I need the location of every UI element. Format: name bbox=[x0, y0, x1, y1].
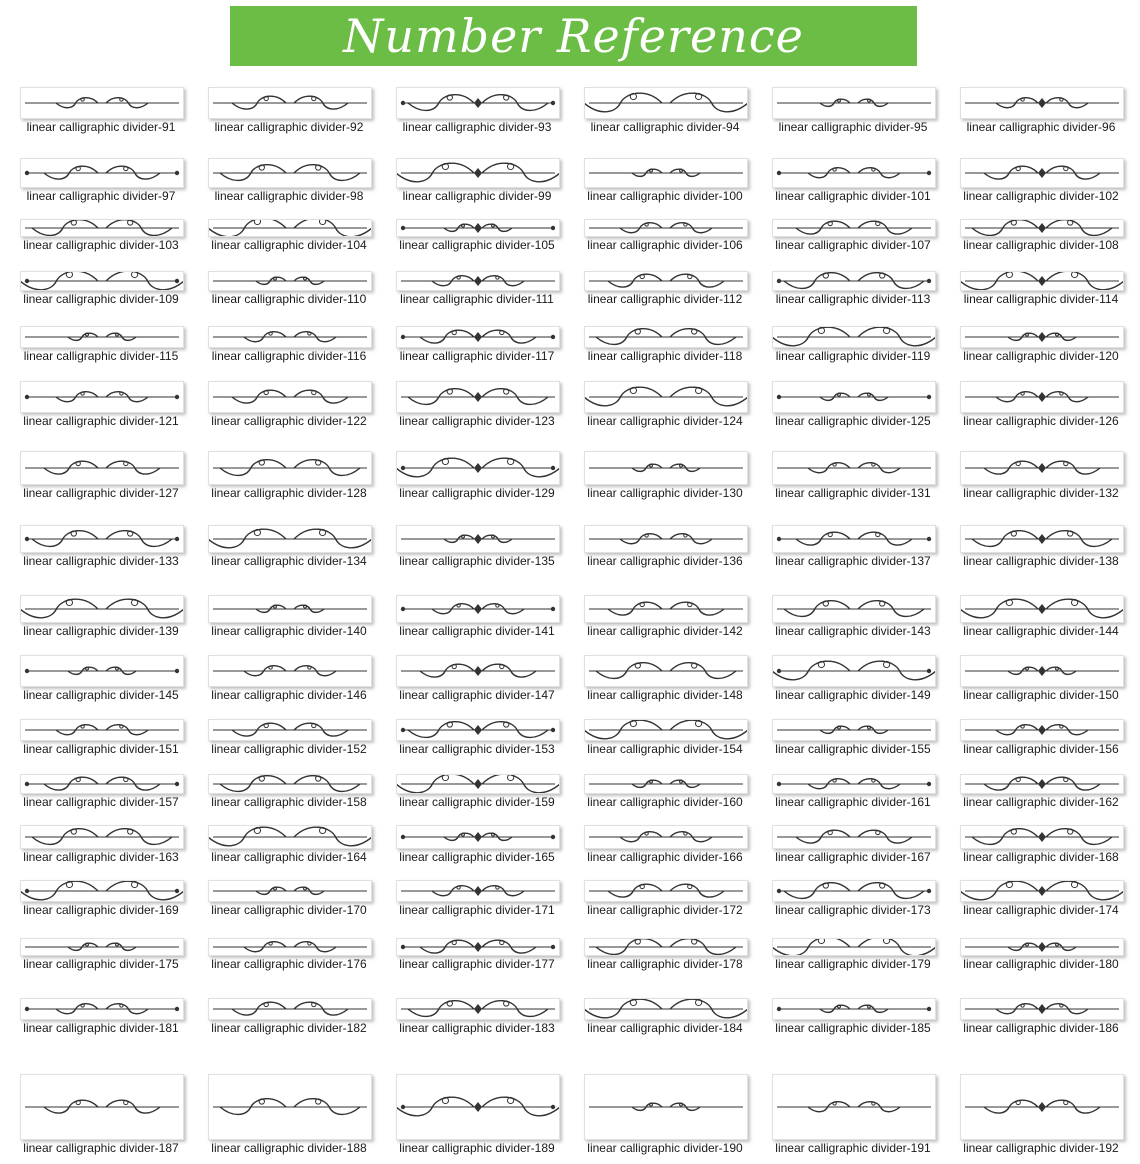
divider-ornament-image bbox=[20, 158, 184, 188]
divider-label: linear calligraphic divider-117 bbox=[399, 349, 555, 363]
divider-label: linear calligraphic divider-109 bbox=[23, 292, 179, 306]
divider-label: linear calligraphic divider-189 bbox=[399, 1141, 555, 1155]
divider-label: linear calligraphic divider-93 bbox=[402, 120, 552, 134]
divider-ornament-image bbox=[772, 87, 936, 119]
divider-ornament-image bbox=[584, 719, 748, 741]
divider-label: linear calligraphic divider-159 bbox=[399, 795, 555, 809]
divider-label: linear calligraphic divider-185 bbox=[775, 1021, 931, 1035]
divider-ornament-image bbox=[208, 825, 372, 849]
divider-label: linear calligraphic divider-175 bbox=[23, 957, 179, 971]
divider-label: linear calligraphic divider-94 bbox=[590, 120, 740, 134]
divider-ornament-image bbox=[960, 595, 1124, 623]
divider-ornament-image bbox=[584, 1074, 748, 1140]
divider-label: linear calligraphic divider-182 bbox=[211, 1021, 367, 1035]
divider-ornament-image bbox=[396, 825, 560, 849]
divider-label: linear calligraphic divider-187 bbox=[23, 1141, 179, 1155]
divider-ornament-image bbox=[396, 158, 560, 188]
divider-label: linear calligraphic divider-139 bbox=[23, 624, 179, 638]
divider-ornament-image bbox=[20, 825, 184, 849]
divider-ornament-image bbox=[396, 719, 560, 741]
divider-label: linear calligraphic divider-107 bbox=[775, 238, 931, 252]
divider-ornament-image bbox=[208, 774, 372, 794]
divider-ornament-image bbox=[396, 880, 560, 902]
divider-label: linear calligraphic divider-158 bbox=[211, 795, 367, 809]
divider-ornament-image bbox=[772, 326, 936, 348]
divider-ornament-image bbox=[772, 219, 936, 237]
divider-ornament-image bbox=[584, 381, 748, 413]
divider-label: linear calligraphic divider-124 bbox=[587, 414, 743, 428]
divider-label: linear calligraphic divider-129 bbox=[399, 486, 555, 500]
divider-ornament-image bbox=[20, 87, 184, 119]
divider-ornament-image bbox=[20, 451, 184, 485]
divider-label: linear calligraphic divider-147 bbox=[399, 688, 555, 702]
divider-label: linear calligraphic divider-137 bbox=[775, 554, 931, 568]
divider-label: linear calligraphic divider-148 bbox=[587, 688, 743, 702]
divider-label: linear calligraphic divider-122 bbox=[211, 414, 367, 428]
divider-ornament-image bbox=[20, 938, 184, 956]
divider-label: linear calligraphic divider-191 bbox=[775, 1141, 931, 1155]
divider-ornament-image bbox=[208, 938, 372, 956]
divider-ornament-image bbox=[772, 381, 936, 413]
divider-ornament-image bbox=[396, 381, 560, 413]
divider-label: linear calligraphic divider-92 bbox=[214, 120, 364, 134]
divider-ornament-image bbox=[20, 880, 184, 902]
divider-ornament-image bbox=[772, 595, 936, 623]
divider-ornament-image bbox=[960, 158, 1124, 188]
divider-label: linear calligraphic divider-133 bbox=[23, 554, 179, 568]
divider-ornament-image bbox=[208, 655, 372, 687]
divider-label: linear calligraphic divider-115 bbox=[23, 349, 179, 363]
divider-ornament-image bbox=[208, 998, 372, 1020]
divider-ornament-image bbox=[960, 719, 1124, 741]
divider-label: linear calligraphic divider-120 bbox=[963, 349, 1119, 363]
page-title: Number Reference bbox=[343, 9, 804, 63]
divider-label: linear calligraphic divider-95 bbox=[778, 120, 928, 134]
divider-label: linear calligraphic divider-136 bbox=[587, 554, 743, 568]
divider-label: linear calligraphic divider-113 bbox=[775, 292, 931, 306]
divider-label: linear calligraphic divider-169 bbox=[23, 903, 179, 917]
divider-label: linear calligraphic divider-161 bbox=[775, 795, 931, 809]
divider-ornament-image bbox=[584, 880, 748, 902]
divider-label: linear calligraphic divider-172 bbox=[587, 903, 743, 917]
divider-ornament-image bbox=[20, 719, 184, 741]
divider-label: linear calligraphic divider-119 bbox=[775, 349, 931, 363]
divider-ornament-image bbox=[584, 271, 748, 291]
divider-label: linear calligraphic divider-108 bbox=[963, 238, 1119, 252]
divider-ornament-image bbox=[208, 719, 372, 741]
divider-ornament-image bbox=[396, 87, 560, 119]
divider-ornament-image bbox=[20, 219, 184, 237]
divider-ornament-image bbox=[208, 326, 372, 348]
divider-label: linear calligraphic divider-151 bbox=[23, 742, 179, 756]
divider-label: linear calligraphic divider-144 bbox=[963, 624, 1119, 638]
divider-label: linear calligraphic divider-152 bbox=[211, 742, 367, 756]
divider-label: linear calligraphic divider-154 bbox=[587, 742, 743, 756]
divider-ornament-image bbox=[584, 938, 748, 956]
divider-ornament-image bbox=[208, 1074, 372, 1140]
divider-ornament-image bbox=[772, 719, 936, 741]
divider-ornament-image bbox=[208, 87, 372, 119]
divider-label: linear calligraphic divider-163 bbox=[23, 850, 179, 864]
divider-ornament-image bbox=[396, 271, 560, 291]
divider-ornament-image bbox=[960, 381, 1124, 413]
divider-label: linear calligraphic divider-111 bbox=[400, 292, 554, 306]
divider-label: linear calligraphic divider-166 bbox=[587, 850, 743, 864]
divider-label: linear calligraphic divider-140 bbox=[211, 624, 367, 638]
divider-label: linear calligraphic divider-176 bbox=[211, 957, 367, 971]
divider-ornament-image bbox=[960, 774, 1124, 794]
divider-label: linear calligraphic divider-167 bbox=[775, 850, 931, 864]
divider-ornament-image bbox=[584, 825, 748, 849]
divider-label: linear calligraphic divider-97 bbox=[26, 189, 176, 203]
divider-label: linear calligraphic divider-127 bbox=[23, 486, 179, 500]
divider-ornament-image bbox=[396, 525, 560, 553]
divider-ornament-image bbox=[208, 271, 372, 291]
divider-ornament-image bbox=[396, 451, 560, 485]
divider-label: linear calligraphic divider-126 bbox=[963, 414, 1119, 428]
divider-ornament-image bbox=[20, 655, 184, 687]
divider-ornament-image bbox=[960, 219, 1124, 237]
divider-ornament-image bbox=[20, 1074, 184, 1140]
divider-label: linear calligraphic divider-186 bbox=[963, 1021, 1119, 1035]
divider-ornament-image bbox=[396, 938, 560, 956]
divider-label: linear calligraphic divider-142 bbox=[587, 624, 743, 638]
divider-label: linear calligraphic divider-150 bbox=[963, 688, 1119, 702]
divider-label: linear calligraphic divider-149 bbox=[775, 688, 931, 702]
divider-ornament-image bbox=[208, 880, 372, 902]
divider-label: linear calligraphic divider-183 bbox=[399, 1021, 555, 1035]
divider-label: linear calligraphic divider-146 bbox=[211, 688, 367, 702]
divider-ornament-image bbox=[584, 774, 748, 794]
divider-ornament-image bbox=[584, 655, 748, 687]
divider-label: linear calligraphic divider-114 bbox=[963, 292, 1119, 306]
divider-label: linear calligraphic divider-178 bbox=[587, 957, 743, 971]
divider-ornament-image bbox=[960, 87, 1124, 119]
divider-ornament-image bbox=[772, 938, 936, 956]
divider-ornament-image bbox=[396, 219, 560, 237]
divider-label: linear calligraphic divider-96 bbox=[966, 120, 1116, 134]
divider-label: linear calligraphic divider-121 bbox=[23, 414, 179, 428]
divider-ornament-image bbox=[772, 158, 936, 188]
divider-ornament-image bbox=[960, 655, 1124, 687]
divider-label: linear calligraphic divider-103 bbox=[23, 238, 179, 252]
divider-label: linear calligraphic divider-168 bbox=[963, 850, 1119, 864]
divider-label: linear calligraphic divider-188 bbox=[211, 1141, 367, 1155]
divider-ornament-image bbox=[960, 998, 1124, 1020]
divider-ornament-image bbox=[584, 326, 748, 348]
divider-label: linear calligraphic divider-157 bbox=[23, 795, 179, 809]
divider-ornament-image bbox=[20, 774, 184, 794]
divider-ornament-image bbox=[960, 525, 1124, 553]
divider-label: linear calligraphic divider-123 bbox=[399, 414, 555, 428]
divider-label: linear calligraphic divider-131 bbox=[775, 486, 931, 500]
divider-label: linear calligraphic divider-101 bbox=[775, 189, 931, 203]
divider-label: linear calligraphic divider-135 bbox=[399, 554, 555, 568]
divider-ornament-image bbox=[208, 158, 372, 188]
divider-label: linear calligraphic divider-162 bbox=[963, 795, 1119, 809]
divider-ornament-image bbox=[396, 655, 560, 687]
divider-ornament-image bbox=[20, 326, 184, 348]
divider-label: linear calligraphic divider-164 bbox=[211, 850, 367, 864]
divider-ornament-image bbox=[20, 525, 184, 553]
divider-label: linear calligraphic divider-110 bbox=[211, 292, 367, 306]
divider-ornament-image bbox=[584, 451, 748, 485]
divider-ornament-image bbox=[772, 998, 936, 1020]
divider-ornament-image bbox=[772, 451, 936, 485]
divider-ornament-image bbox=[960, 825, 1124, 849]
divider-ornament-image bbox=[20, 595, 184, 623]
divider-label: linear calligraphic divider-98 bbox=[214, 189, 364, 203]
divider-ornament-image bbox=[396, 998, 560, 1020]
divider-label: linear calligraphic divider-173 bbox=[775, 903, 931, 917]
divider-ornament-image bbox=[960, 271, 1124, 291]
divider-ornament-image bbox=[208, 525, 372, 553]
divider-ornament-image bbox=[396, 774, 560, 794]
divider-label: linear calligraphic divider-128 bbox=[211, 486, 367, 500]
divider-ornament-image bbox=[396, 1074, 560, 1140]
divider-ornament-image bbox=[584, 998, 748, 1020]
divider-ornament-image bbox=[20, 271, 184, 291]
divider-ornament-image bbox=[584, 595, 748, 623]
divider-ornament-image bbox=[960, 1074, 1124, 1140]
divider-ornament-image bbox=[960, 326, 1124, 348]
divider-label: linear calligraphic divider-118 bbox=[587, 349, 743, 363]
divider-label: linear calligraphic divider-145 bbox=[23, 688, 179, 702]
divider-label: linear calligraphic divider-171 bbox=[399, 903, 555, 917]
divider-ornament-image bbox=[772, 1074, 936, 1140]
divider-ornament-image bbox=[208, 451, 372, 485]
divider-label: linear calligraphic divider-174 bbox=[963, 903, 1119, 917]
divider-label: linear calligraphic divider-134 bbox=[211, 554, 367, 568]
divider-label: linear calligraphic divider-179 bbox=[775, 957, 931, 971]
divider-ornament-image bbox=[772, 271, 936, 291]
divider-label: linear calligraphic divider-181 bbox=[23, 1021, 179, 1035]
divider-label: linear calligraphic divider-153 bbox=[399, 742, 555, 756]
divider-ornament-image bbox=[584, 525, 748, 553]
divider-ornament-image bbox=[396, 595, 560, 623]
divider-label: linear calligraphic divider-165 bbox=[399, 850, 555, 864]
divider-label: linear calligraphic divider-156 bbox=[963, 742, 1119, 756]
divider-ornament-image bbox=[584, 87, 748, 119]
divider-ornament-image bbox=[772, 825, 936, 849]
divider-label: linear calligraphic divider-91 bbox=[26, 120, 176, 134]
divider-ornament-image bbox=[208, 595, 372, 623]
divider-ornament-image bbox=[772, 880, 936, 902]
divider-label: linear calligraphic divider-170 bbox=[211, 903, 367, 917]
divider-label: linear calligraphic divider-125 bbox=[775, 414, 931, 428]
divider-label: linear calligraphic divider-160 bbox=[587, 795, 743, 809]
divider-ornament-image bbox=[960, 880, 1124, 902]
divider-ornament-image bbox=[772, 655, 936, 687]
divider-label: linear calligraphic divider-102 bbox=[963, 189, 1119, 203]
divider-ornament-image bbox=[208, 219, 372, 237]
divider-label: linear calligraphic divider-190 bbox=[587, 1141, 743, 1155]
divider-label: linear calligraphic divider-132 bbox=[963, 486, 1119, 500]
divider-ornament-image bbox=[20, 998, 184, 1020]
divider-ornament-image bbox=[584, 158, 748, 188]
divider-label: linear calligraphic divider-130 bbox=[587, 486, 743, 500]
divider-ornament-image bbox=[960, 451, 1124, 485]
divider-ornament-image bbox=[396, 326, 560, 348]
divider-label: linear calligraphic divider-180 bbox=[963, 957, 1119, 971]
divider-label: linear calligraphic divider-106 bbox=[587, 238, 743, 252]
divider-label: linear calligraphic divider-105 bbox=[399, 238, 555, 252]
divider-ornament-image bbox=[772, 774, 936, 794]
divider-label: linear calligraphic divider-116 bbox=[211, 349, 367, 363]
divider-label: linear calligraphic divider-112 bbox=[587, 292, 743, 306]
divider-label: linear calligraphic divider-177 bbox=[399, 957, 555, 971]
divider-label: linear calligraphic divider-100 bbox=[587, 189, 743, 203]
divider-label: linear calligraphic divider-99 bbox=[402, 189, 552, 203]
divider-label: linear calligraphic divider-141 bbox=[399, 624, 555, 638]
divider-label: linear calligraphic divider-143 bbox=[775, 624, 931, 638]
divider-label: linear calligraphic divider-192 bbox=[963, 1141, 1119, 1155]
divider-ornament-image bbox=[960, 938, 1124, 956]
divider-label: linear calligraphic divider-138 bbox=[963, 554, 1119, 568]
divider-label: linear calligraphic divider-184 bbox=[587, 1021, 743, 1035]
divider-ornament-image bbox=[584, 219, 748, 237]
divider-label: linear calligraphic divider-155 bbox=[775, 742, 931, 756]
divider-ornament-image bbox=[208, 381, 372, 413]
divider-ornament-image bbox=[772, 525, 936, 553]
divider-ornament-image bbox=[20, 381, 184, 413]
divider-label: linear calligraphic divider-104 bbox=[211, 238, 367, 252]
